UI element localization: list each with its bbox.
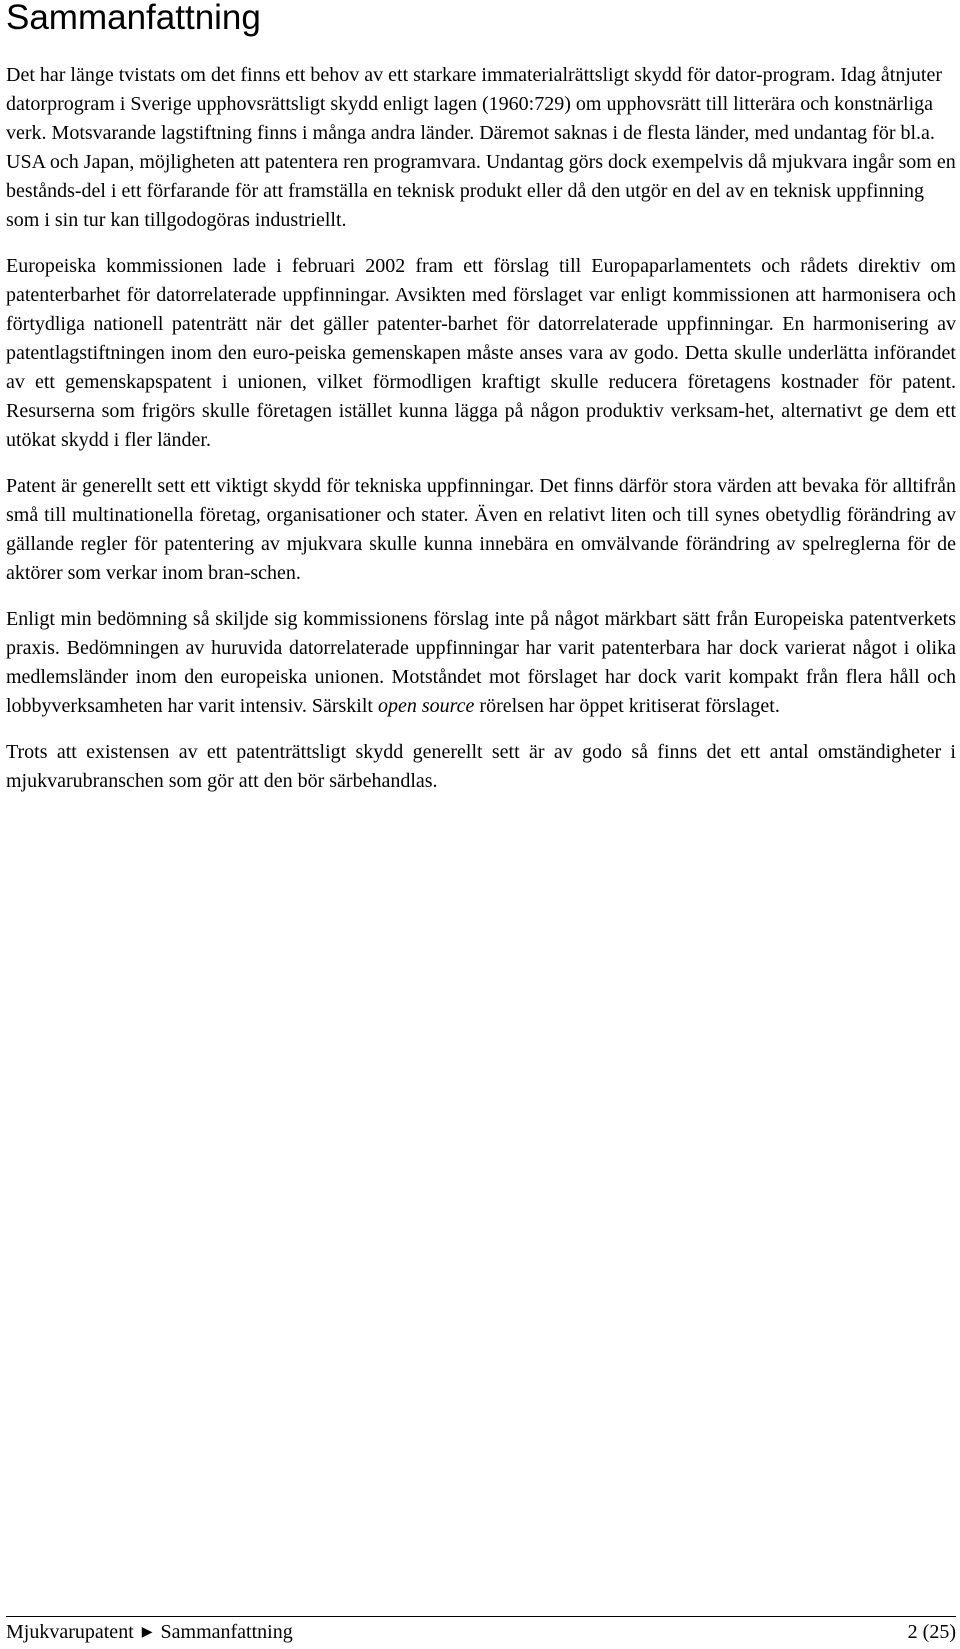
footer-doc-title: Mjukvarupatent bbox=[6, 1621, 134, 1643]
document-body bbox=[6, 61, 956, 813]
emphasis-open-source: open source bbox=[377, 695, 475, 717]
paragraph-3: Patent är generellt sett ett viktigt skydd för tekniska uppfinningar. Det finns därför stora värden att bevaka för alltifrån små till multinationella företag, organisationer och stater. Även en relativt liten och till synes obetydlig förändring av gällande regler för patentering av mjukvara skulle kunna innebära en omvälvande förändring av spelreglerna för de aktörer som verkar inom bran-schen. bbox=[6, 475, 956, 584]
footer-section: Sammanfattning bbox=[160, 1621, 293, 1643]
footer-breadcrumb bbox=[6, 1620, 293, 1645]
page-footer bbox=[6, 1620, 956, 1644]
paragraph-1: Det har länge tvistats om det finns ett behov av ett starkare immaterialrättsligt skydd för dator-program. Idag åtnjuter datorprogram i Sverige upphovsrättsligt skydd enligt lagen (1960:729) om upphovsrätt till litterära och konstnärliga verk. Motsvarande lagstiftning finns i många andra länder. Däremot saknas i de flesta länder, med undantag för bl.a. USA och Japan, möjligheten att patentera ren programvara. Undantag görs dock exempelvis då mjukvara ingår som en bestånds-del i ett förfarande för att framställa en teknisk produkt eller då den utgör en del av en teknisk uppfinning som i sin tur kan tillgodogöras industriellt. bbox=[6, 64, 956, 231]
page-title: Sammanfattning bbox=[6, 0, 261, 37]
triangle-right-icon: ▶ bbox=[141, 1625, 153, 1640]
paragraph-4-text-end: rörelsen har öppet kritiserat förslaget. bbox=[474, 695, 780, 717]
paragraph-4-text-start: Enligt min bedömning så skiljde sig kommissionens förslag inte på något märkbart sätt från Europeiska patentverkets praxis. Bedömningen av huruvida datorrelaterade uppfinningar har varit patenterbara har dock varierat något i olika medlemsländer inom den europeiska unionen. Motståndet mot förslaget har dock varit kompakt från flera håll och lobbyverksamheten har varit intensiv. Särskilt bbox=[6, 608, 956, 717]
footer-divider bbox=[6, 1616, 956, 1617]
paragraph-5: Trots att existensen av ett patenträttsligt skydd generellt sett är av godo så finns det ett antal omständigheter i mjukvarubranschen som gör att den bör särbehandlas. bbox=[6, 741, 956, 792]
paragraph-2: Europeiska kommissionen lade i februari 2002 fram ett förslag till Europaparlamentets och rådets direktiv om patenterbarhet för datorrelaterade uppfinningar. Avsikten med förslaget var enligt kommissionen att harmonisera och förtydliga nationell patenträtt när det gäller patenter-barhet för datorrelaterade uppfinningar. En harmonisering av patentlagstiftningen inom den euro-peiska gemenskapen måste anses vara av godo. Detta skulle underlätta införandet av ett gemenskapspatent i unionen, vilket förmodligen kraftigt skulle reducera företagens kostnader för patent. Resurserna som frigörs skulle företagen istället kunna lägga på någon produktiv verksam-het, alternativt ge dem ett utökat skydd i fler länder. bbox=[6, 255, 956, 451]
paragraph-4 bbox=[6, 605, 956, 721]
footer-page-number: 2 (25) bbox=[907, 1621, 956, 1643]
